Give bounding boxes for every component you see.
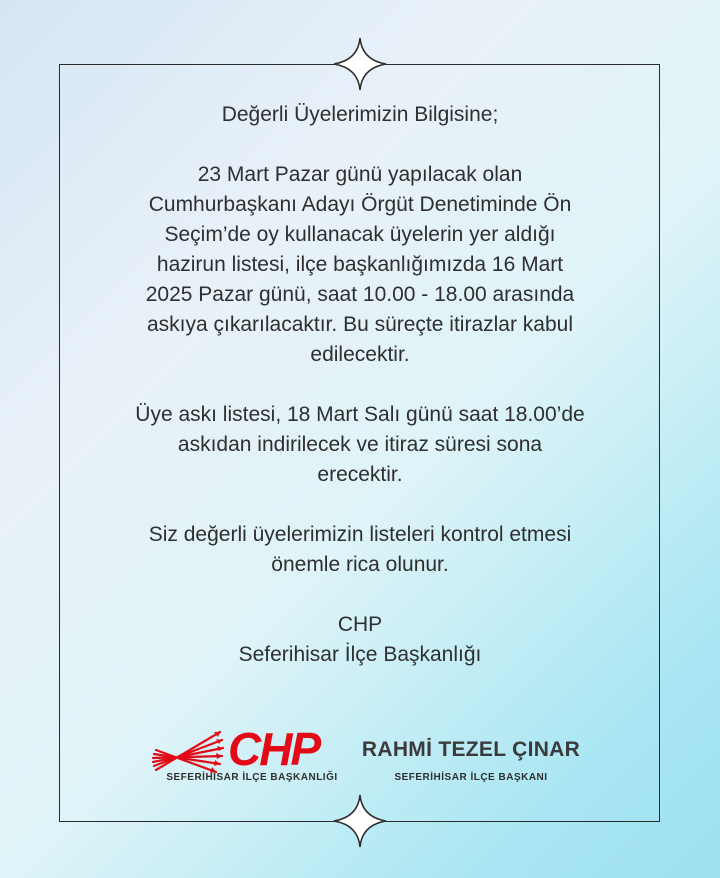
footer-branding bbox=[0, 720, 720, 800]
person-name: RAHMİ TEZEL ÇINAR bbox=[361, 738, 581, 761]
text-line: Siz değerli üyelerimizin listeleri kontrol etmesi bbox=[148, 523, 572, 546]
sparkle-icon bbox=[332, 36, 388, 92]
signature-unit: Seferihisar İlçe Başkanlığı bbox=[238, 643, 482, 666]
chp-logo-text: CHP bbox=[228, 723, 320, 775]
text-line: Üye askı listesi, 18 Mart Salı günü saat 18.00’de bbox=[135, 403, 585, 426]
text-line: Cumhurbaşkanı Adayı Örgüt Denetiminde Ön bbox=[148, 193, 572, 216]
text-line: 23 Mart Pazar günü yapılacak olan bbox=[197, 163, 523, 186]
text-line: Seçim’de oy kullanacak üyelerin yer aldığı bbox=[164, 223, 556, 246]
signature bbox=[70, 610, 650, 670]
text-line: hazirun listesi, ilçe başkanlığımızda 16 Mart bbox=[156, 253, 564, 276]
signature-org: CHP bbox=[337, 613, 383, 636]
text-line: önemle rica olunur. bbox=[271, 553, 449, 576]
paragraph-list-removal bbox=[70, 400, 650, 490]
paragraph-request bbox=[70, 520, 650, 580]
paragraph-list-display bbox=[70, 160, 650, 370]
sparkle-icon bbox=[332, 793, 388, 849]
logo-subtitle: SEFERİHİSAR İLÇE BAŞKANLIĞI bbox=[166, 772, 338, 783]
text-line: 2025 Pazar günü, saat 10.00 - 18.00 arasında bbox=[145, 283, 575, 306]
text-line: erecektir. bbox=[317, 463, 403, 486]
text-line: askıdan indirilecek ve itiraz süresi sona bbox=[177, 433, 543, 456]
notice-body bbox=[70, 100, 650, 670]
text-line: edilecektir. bbox=[310, 343, 410, 366]
greeting: Değerli Üyelerimizin Bilgisine; bbox=[221, 103, 499, 126]
person-title: SEFERİHİSAR İLÇE BAŞKANI bbox=[394, 772, 548, 783]
text-line: askıya çıkarılacaktır. Bu süreçte itirazlar kabul bbox=[147, 313, 573, 336]
